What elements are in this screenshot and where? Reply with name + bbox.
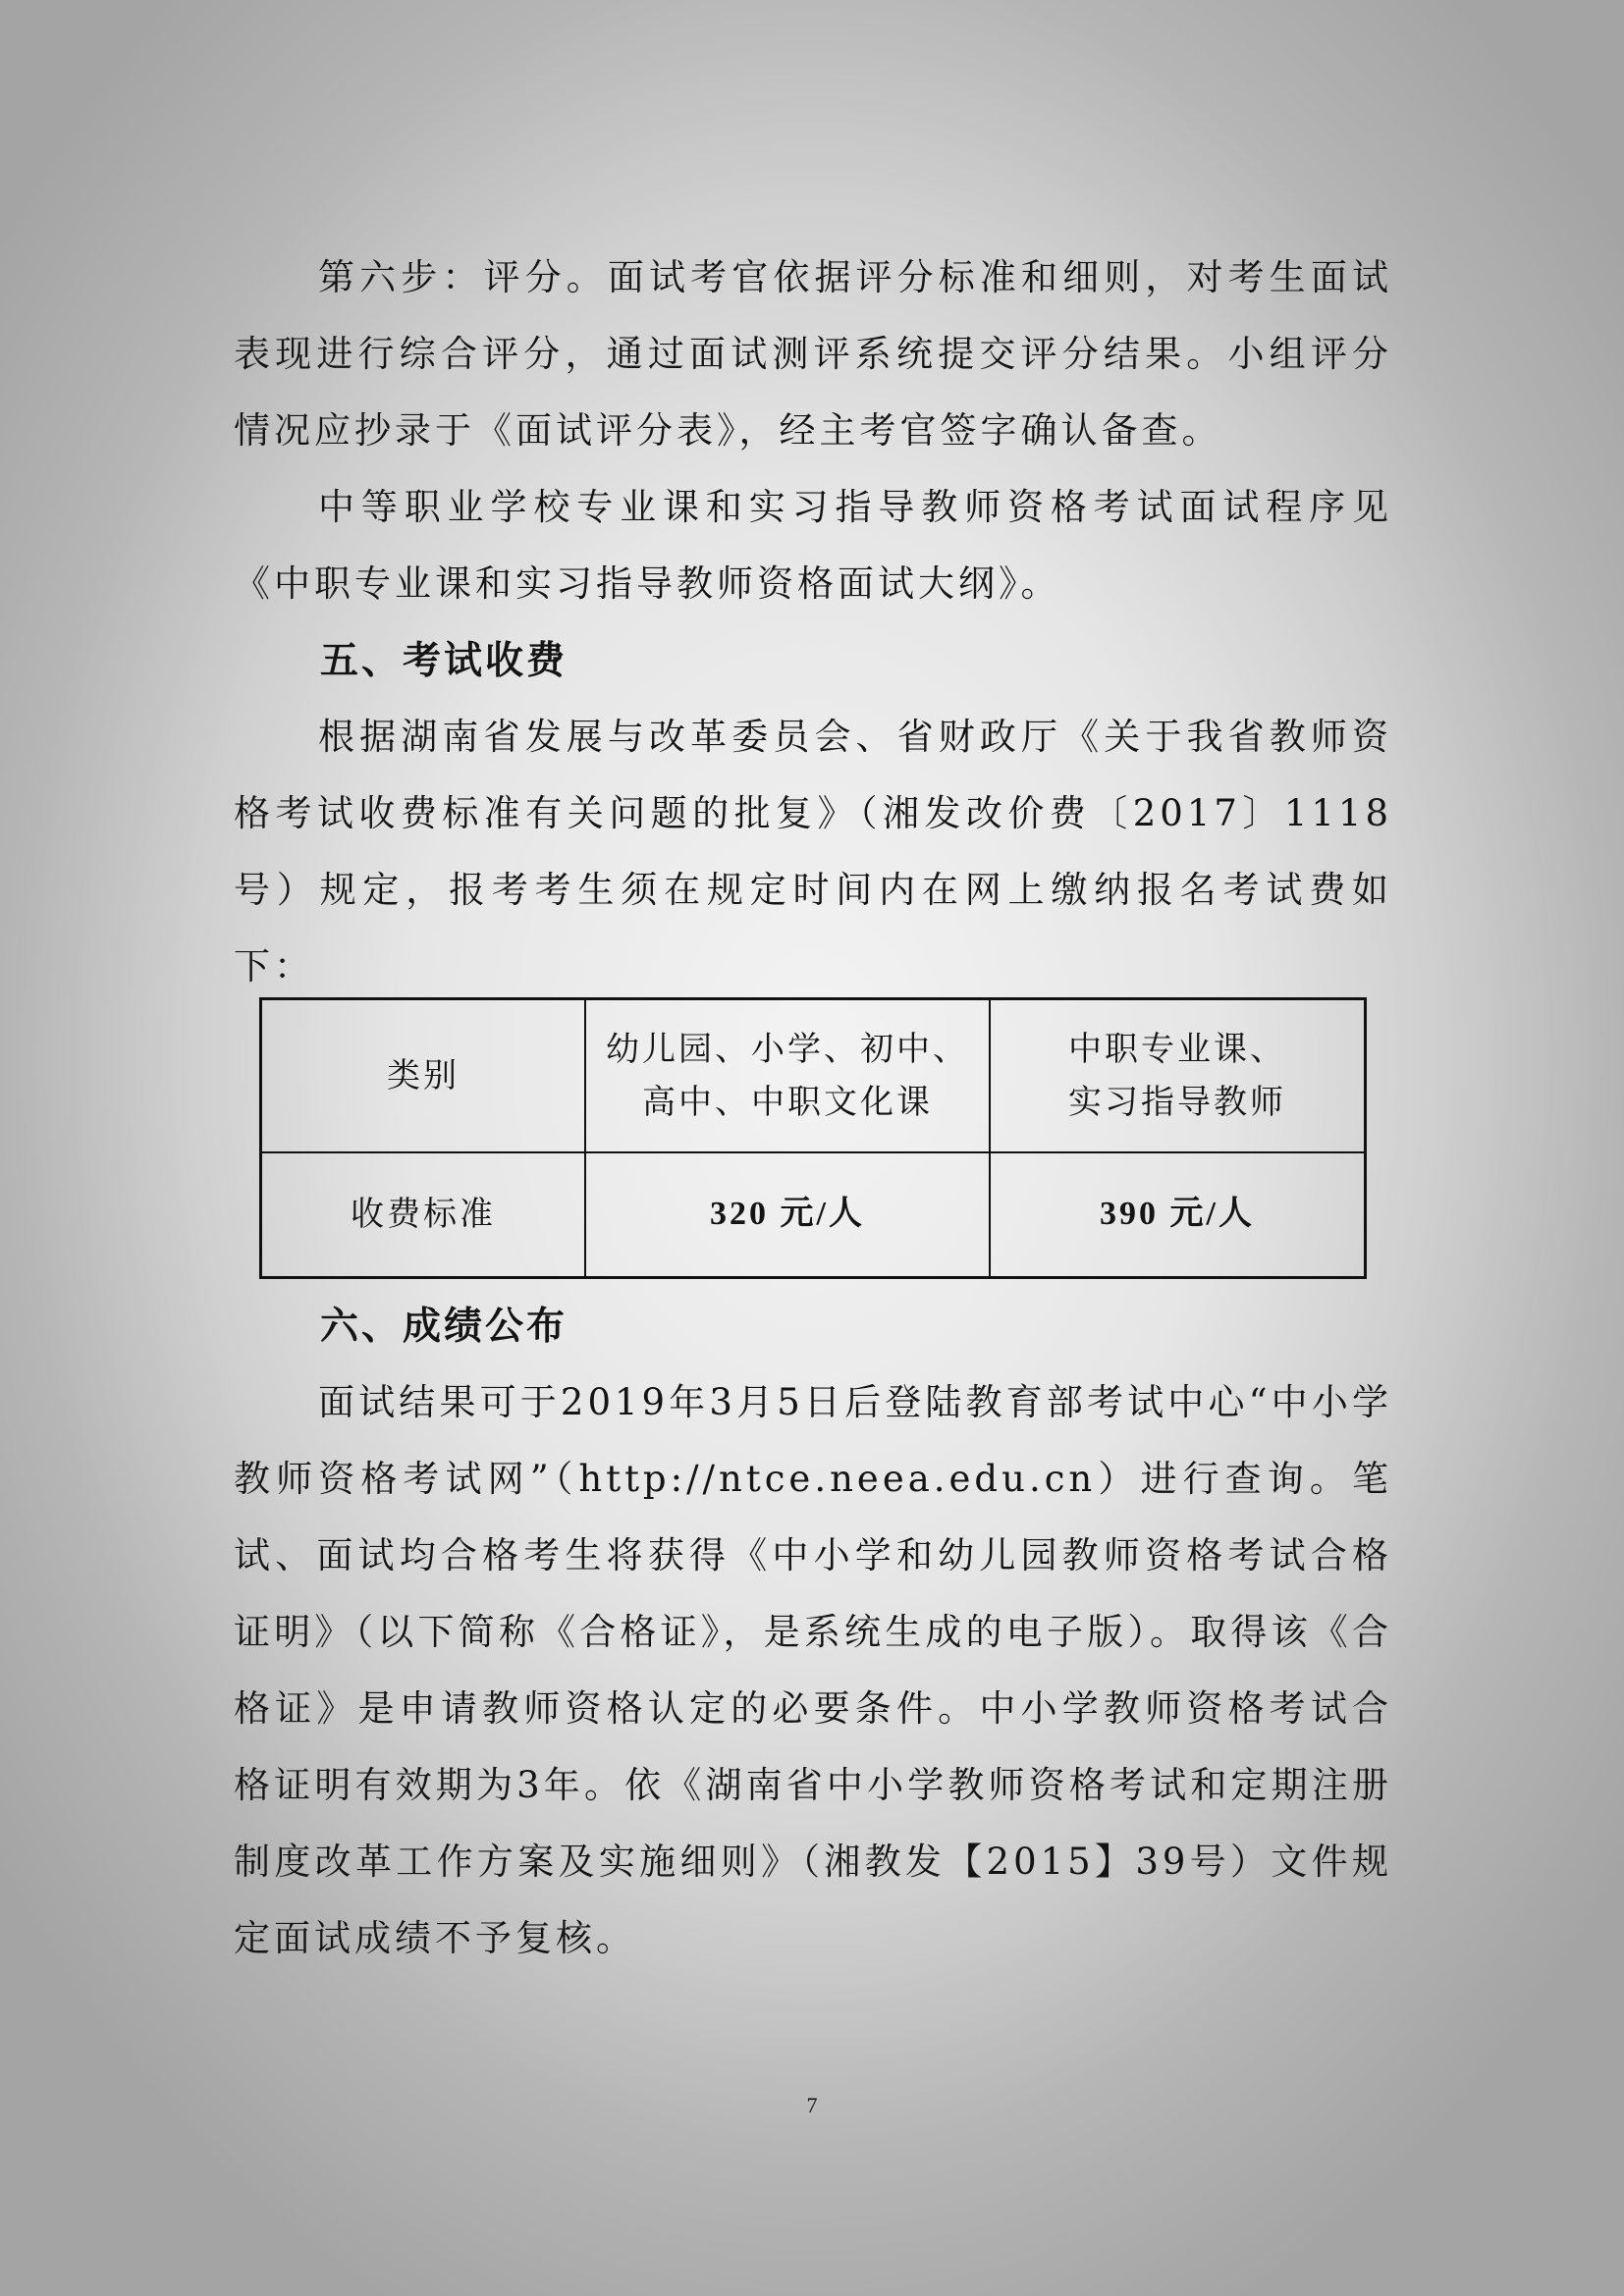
header-general-line1: 幼儿园、小学、初中、: [606, 1029, 969, 1069]
general-fee-cell: 320 元/人: [585, 1152, 990, 1278]
header-general-cell: [585, 999, 990, 1152]
header-vocational-line2: 实习指导教师: [1068, 1082, 1286, 1122]
paragraph-results-query: 面试结果可于2019年3月5日后登陆教育部考试中心“中小学教师资格考试网”（http://ntce.neea.edu.cn）进行查询。笔试、面试均合格考生将获得《中小学和幼儿园教师资格考试合格证明》（以下简称《合格证》，是系统生成的电子版）。取得该《合格证》是申请教师资格认定的必要条件。中小学教师资格考试合格证明有效期为3年。依《湖南省中小学教师资格考试和定期注册制度改革工作方案及实施细则》（湘教发【2015】39号）文件规定面试成绩不予复核。: [234, 1381, 1392, 1959]
header-category-cell: 类别: [261, 999, 586, 1152]
header-general-line2: 高中、中职文化课: [642, 1082, 933, 1122]
paragraph-scoring-step: 第六步：评分。面试考官依据评分标准和细则，对考生面试表现进行综合评分，通过面试测评系统提交评分结果。小组评分情况应抄录于《面试评分表》，经主考官签字确认备查。: [234, 256, 1392, 452]
heading-exam-fees: 五、考试收费: [320, 638, 568, 683]
header-vocational-cell: [990, 999, 1366, 1152]
heading-score-announcement: 六、成绩公布: [320, 1304, 568, 1349]
fee-table: [259, 997, 1367, 1279]
fee-table-header-row: [261, 999, 1366, 1152]
page-number: 7: [806, 2093, 818, 2117]
fee-row-label-cell: 收费标准: [261, 1152, 586, 1278]
paragraph-vocational-procedure: 中等职业学校专业课和实习指导教师资格考试面试程序见《中职专业课和实习指导教师资格面试大纲》。: [234, 486, 1392, 605]
paragraph-fee-basis: 根据湖南省发展与改革委员会、省财政厅《关于我省教师资格考试收费标准有关问题的批复》（湘发改价费〔2017〕1118号）规定，报考考生须在规定时间内在网上缴纳报名考试费如下：: [234, 716, 1392, 988]
fee-table-fee-row: [261, 1152, 1366, 1278]
vocational-fee-cell: 390 元/人: [990, 1152, 1366, 1278]
header-vocational-line1: 中职专业课、: [1068, 1029, 1286, 1069]
